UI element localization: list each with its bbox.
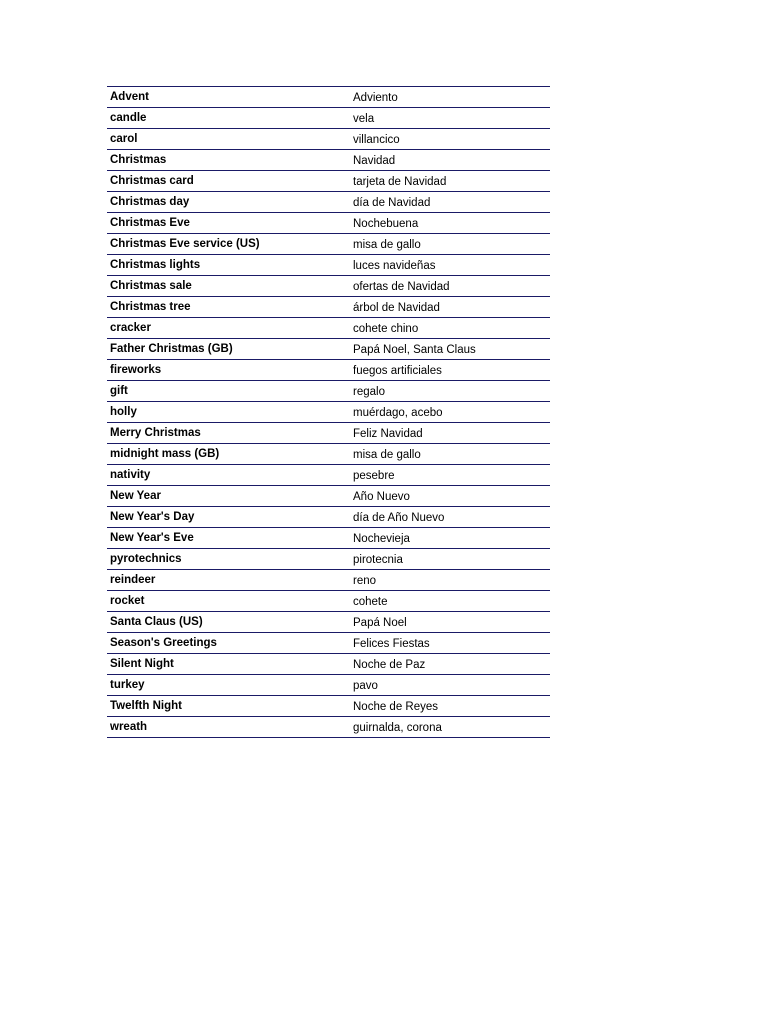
spanish-translation: día de Año Nuevo [350,507,550,528]
table-row [107,696,550,717]
spanish-translation: villancico [350,129,550,150]
english-term: New Year [107,486,350,507]
table-row [107,528,550,549]
table-row [107,591,550,612]
spanish-translation: Año Nuevo [350,486,550,507]
spanish-translation: pavo [350,675,550,696]
english-term: wreath [107,717,350,738]
spanish-translation: muérdago, acebo [350,402,550,423]
english-term: nativity [107,465,350,486]
english-term: Advent [107,87,350,108]
english-term: New Year's Day [107,507,350,528]
spanish-translation: reno [350,570,550,591]
english-term: fireworks [107,360,350,381]
table-row [107,423,550,444]
table-row [107,87,550,108]
spanish-translation: pesebre [350,465,550,486]
table-row [107,297,550,318]
table-row [107,570,550,591]
english-term: reindeer [107,570,350,591]
english-term: turkey [107,675,350,696]
spanish-translation: Feliz Navidad [350,423,550,444]
table-row [107,633,550,654]
table-row [107,171,550,192]
english-term: holly [107,402,350,423]
english-term: Silent Night [107,654,350,675]
english-term: Santa Claus (US) [107,612,350,633]
table-row [107,507,550,528]
spanish-translation: cohete chino [350,318,550,339]
table-row [107,213,550,234]
spanish-translation: ofertas de Navidad [350,276,550,297]
table-row [107,654,550,675]
table-row [107,192,550,213]
spanish-translation: Felices Fiestas [350,633,550,654]
english-term: cracker [107,318,350,339]
english-term: Christmas sale [107,276,350,297]
spanish-translation: luces navideñas [350,255,550,276]
english-term: candle [107,108,350,129]
table-row [107,675,550,696]
spanish-translation: guirnalda, corona [350,717,550,738]
english-term: rocket [107,591,350,612]
table-row [107,129,550,150]
table-row [107,339,550,360]
vocabulary-table-body [107,87,550,738]
spanish-translation: pirotecnia [350,549,550,570]
spanish-translation: misa de gallo [350,444,550,465]
english-term: Christmas tree [107,297,350,318]
english-term: Christmas Eve service (US) [107,234,350,255]
english-term: Christmas [107,150,350,171]
spanish-translation: Adviento [350,87,550,108]
table-row [107,255,550,276]
spanish-translation: vela [350,108,550,129]
table-row [107,465,550,486]
spanish-translation: misa de gallo [350,234,550,255]
table-row [107,444,550,465]
table-row [107,150,550,171]
english-term: Season's Greetings [107,633,350,654]
english-term: Christmas lights [107,255,350,276]
english-term: pyrotechnics [107,549,350,570]
spanish-translation: regalo [350,381,550,402]
english-term: Christmas day [107,192,350,213]
english-term: Twelfth Night [107,696,350,717]
table-row [107,381,550,402]
table-row [107,717,550,738]
spanish-translation: Nochevieja [350,528,550,549]
spanish-translation: día de Navidad [350,192,550,213]
english-term: Christmas card [107,171,350,192]
english-term: New Year's Eve [107,528,350,549]
table-row [107,402,550,423]
table-row [107,234,550,255]
english-term: Father Christmas (GB) [107,339,350,360]
table-row [107,486,550,507]
english-term: carol [107,129,350,150]
english-term: midnight mass (GB) [107,444,350,465]
spanish-translation: tarjeta de Navidad [350,171,550,192]
english-term: Merry Christmas [107,423,350,444]
vocabulary-table [107,86,550,738]
table-row [107,276,550,297]
spanish-translation: Navidad [350,150,550,171]
spanish-translation: Papá Noel [350,612,550,633]
table-row [107,108,550,129]
spanish-translation: Noche de Reyes [350,696,550,717]
table-row [107,549,550,570]
spanish-translation: Papá Noel, Santa Claus [350,339,550,360]
spanish-translation: Noche de Paz [350,654,550,675]
table-row [107,318,550,339]
spanish-translation: Nochebuena [350,213,550,234]
table-row [107,612,550,633]
english-term: Christmas Eve [107,213,350,234]
spanish-translation: fuegos artificiales [350,360,550,381]
english-term: gift [107,381,350,402]
spanish-translation: árbol de Navidad [350,297,550,318]
spanish-translation: cohete [350,591,550,612]
table-row [107,360,550,381]
